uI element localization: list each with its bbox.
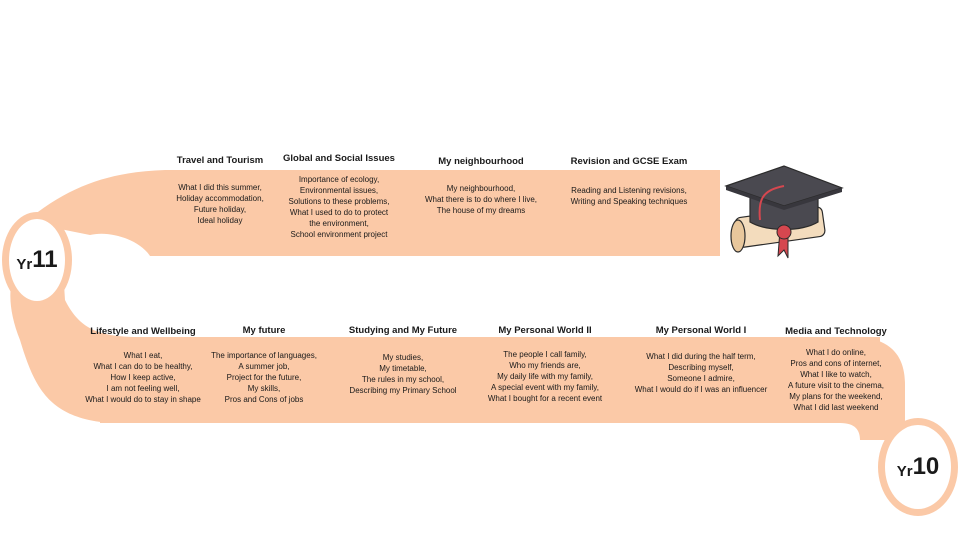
topic-my-neighbourhood xyxy=(406,156,556,216)
topic-body: What I did this summer, Holiday accommodation, Future holiday, Ideal holiday xyxy=(176,183,264,225)
topic-title: Studying and My Future xyxy=(348,325,458,336)
topic-body: My neighbourhood, What there is to do where I live, The house of my dreams xyxy=(424,184,538,215)
yr11-prefix: Yr xyxy=(16,255,33,273)
topic-body: What I do online, Pros and cons of internet, What I like to watch, A future visit to the cinema, My plans for the weekend, What I did last weekend xyxy=(787,348,885,412)
topic-body: The people I call family, Who my friends are, My daily life with my family, A special event with my family, What I bought for a recent event xyxy=(487,350,603,403)
topic-my-personal-world-i xyxy=(616,325,786,395)
topic-title: My Personal World I xyxy=(655,325,747,336)
topic-title: Lifestyle and Wellbeing xyxy=(90,326,196,337)
topic-title: Global and Social Issues xyxy=(283,153,395,164)
topic-title: My neighbourhood xyxy=(438,156,524,167)
yr10-badge xyxy=(878,418,958,516)
yr11-badge xyxy=(2,212,72,308)
topic-revision-and-gcse-exam xyxy=(550,156,708,207)
topic-travel-and-tourism xyxy=(160,155,280,226)
topic-title: Revision and GCSE Exam xyxy=(570,156,688,167)
topic-title: My future xyxy=(242,325,286,336)
topic-title: Travel and Tourism xyxy=(176,155,264,166)
yr10-prefix: Yr xyxy=(896,462,913,480)
topic-studying-and-my-future xyxy=(336,325,470,396)
topic-body: Importance of ecology, Environmental issues, Solutions to these problems, What I used to do to protect the environment, School environment project xyxy=(288,175,390,239)
topic-body: My studies, My timetable, The rules in my school, Describing my Primary School xyxy=(349,353,457,395)
topic-body: Reading and Listening revisions, Writing and Speaking techniques xyxy=(570,186,688,206)
topic-body: What I eat, What I can do to be healthy, How I keep active, I am not feeling well, What I would do to stay in shape xyxy=(85,351,201,404)
topic-title: Media and Technology xyxy=(785,326,887,337)
topic-body: What I did during the half term, Describing myself, Someone I admire, What I would do if I was an influencer xyxy=(634,352,768,394)
topic-media-and-technology xyxy=(774,326,898,413)
topic-my-personal-world-ii xyxy=(474,325,616,404)
topic-global-and-social-issues xyxy=(275,153,403,240)
topic-title: My Personal World II xyxy=(498,325,592,336)
topic-my-future xyxy=(198,325,330,405)
yr11-number: 11 xyxy=(32,246,58,273)
yr10-number: 10 xyxy=(912,453,940,480)
topic-body: The importance of languages, A summer job, Project for the future, My skills, Pros and Cons of jobs xyxy=(211,351,317,404)
graduation-cap-icon xyxy=(722,160,846,260)
